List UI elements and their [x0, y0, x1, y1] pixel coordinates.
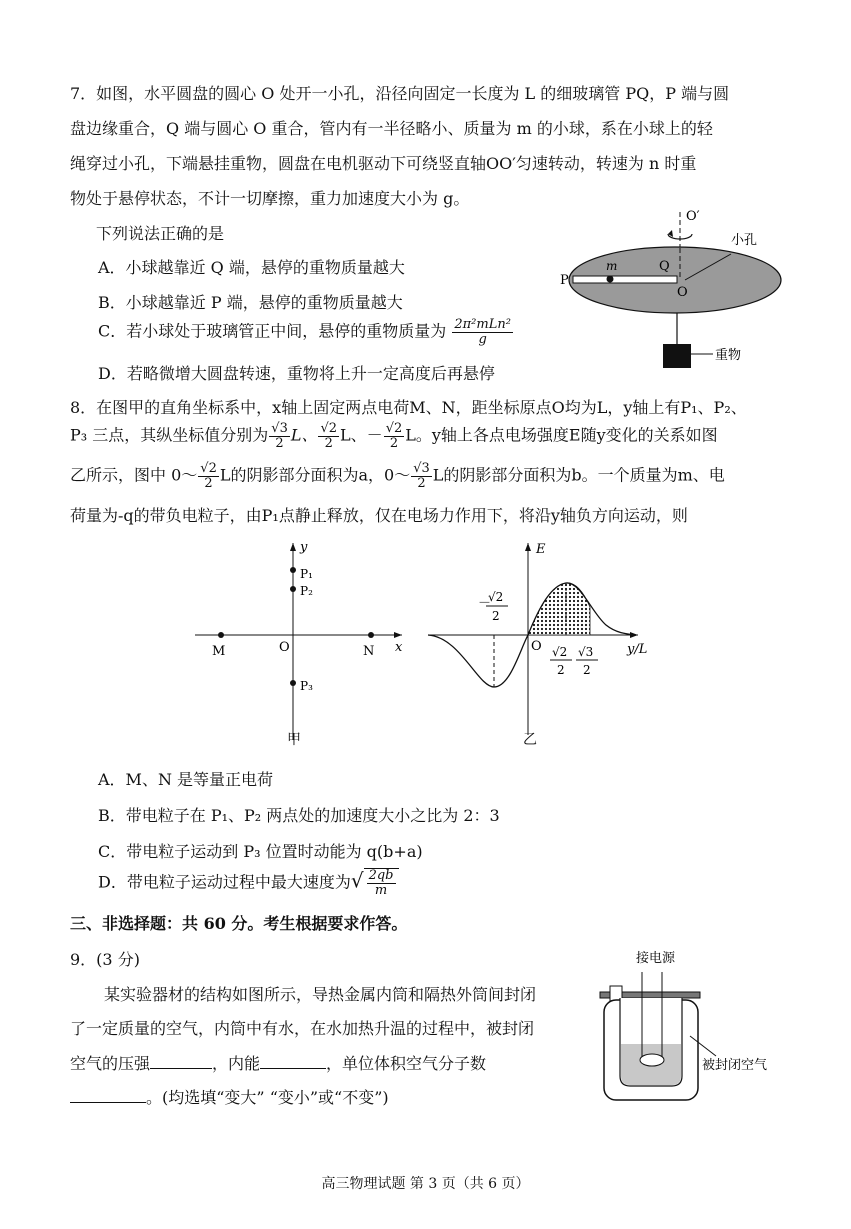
q8-option-c: C．带电粒子运动到 P₃ 位置时动能为 q(b+a) — [98, 842, 423, 861]
q8-line-4: 荷量为-q的带负电粒子，由P₁点静止释放，仅在电场力作用下，将沿y轴负方向运动，则 — [70, 506, 688, 525]
frac-num: √2 — [200, 461, 217, 476]
y-axis-arrow-icon — [290, 543, 296, 551]
e-axis-label: E — [536, 542, 546, 557]
answer-blank-molecule-density[interactable] — [70, 1088, 146, 1103]
q9-line-3-part-a: 空气的压强 — [70, 1054, 151, 1073]
answer-blank-internal-energy[interactable] — [260, 1054, 326, 1069]
q8-option-d-text: D．带电粒子运动过程中最大速度为 — [98, 872, 351, 892]
charge-n — [368, 632, 374, 638]
tick-frac-num-2: √3 — [578, 645, 594, 659]
q7-option-b: B．小球越靠近 P 端，悬停的重物质量越大 — [98, 293, 403, 312]
frac-den: 2 — [275, 435, 284, 451]
q7-line-1: 7．如图，水平圆盘的圆心 O 处开一小孔，沿径向固定一长度为 L 的细玻璃管 PQ，P 端与圆 — [70, 84, 730, 103]
tick-frac-den-2: 2 — [583, 663, 591, 677]
q9-line-4 — [70, 1088, 389, 1107]
fraction-sqrt2-over-2 — [318, 422, 339, 450]
figure-jia-caption: 甲 — [287, 732, 301, 748]
x-axis-arrow-icon — [394, 632, 402, 638]
fraction-sqrt3-over-2 — [269, 422, 290, 450]
q8-option-d — [98, 868, 399, 897]
q9-apparatus-figure — [592, 944, 822, 1109]
q9-line-3-part-c: ，单位体积空气分子数 — [326, 1054, 487, 1073]
fraction-sqrt2-over-2 — [198, 462, 219, 490]
q8-figure-jia — [190, 535, 410, 750]
q9-line-3 — [70, 1054, 486, 1073]
yl-axis-label: y/L — [627, 642, 648, 657]
q8-line-3-part-c: L的阴影部分面积为b。一个质量为m、电 — [432, 465, 725, 485]
frac-den: 2 — [389, 435, 399, 451]
q8-line-2-part-a: P₃ 三点，其纵坐标值分别为 — [70, 425, 269, 445]
tick-frac-num-1: √2 — [552, 645, 568, 659]
fraction-sqrt3-over-2 — [411, 462, 432, 490]
q7-option-c-fraction — [452, 318, 513, 346]
hole-label: 小孔 — [731, 233, 758, 248]
frac-den: 2 — [324, 435, 333, 451]
point-p3 — [290, 680, 296, 686]
charge-n-label: N — [363, 644, 375, 659]
q8-line-2 — [70, 422, 718, 450]
point-p1 — [290, 567, 296, 573]
weight-block — [663, 344, 691, 368]
axis-label-top: O′ — [686, 209, 700, 224]
o-label: O — [677, 285, 688, 300]
sqrt-radicand — [364, 868, 399, 897]
q8-option-b: B．带电粒子在 P₁、P₂ 两点处的加速度大小之比为 2：3 — [98, 806, 500, 825]
q7-line-4: 物处于悬停状态，不计一切摩擦，重力加速度大小为 g。 — [70, 189, 470, 208]
answer-blank-pressure[interactable] — [150, 1054, 212, 1069]
origin-label: O — [531, 639, 542, 654]
q8-option-a: A．M、N 是等量正电荷 — [98, 770, 274, 789]
frac-den: 2 — [204, 475, 213, 491]
q8-line-1: 8．在图甲的直角坐标系中，x轴上固定两点电荷M、N，距坐标原点O均为L，y轴上有P₁、P₂、 — [70, 398, 747, 417]
point-p2-label: P₂ — [300, 584, 313, 598]
frac-num: √3 — [413, 461, 430, 476]
point-p1-label: P₁ — [300, 567, 313, 581]
q9-line-4-text: 。(均选填“变大” “变小”或“不变”) — [146, 1088, 389, 1107]
q8-line-3-part-a: 乙所示，图中 0～ — [70, 465, 198, 485]
q7-option-c — [98, 318, 514, 346]
section-3-heading: 三、非选择题：共 60 分。考生根据要求作答。 — [70, 914, 408, 933]
power-label: 接电源 — [636, 951, 676, 966]
charge-m-label: M — [212, 644, 226, 659]
q-label: Q — [659, 259, 670, 274]
q8-line-2-part-c: L、－ — [340, 425, 383, 445]
frac-den: 2 — [417, 475, 426, 491]
q9-line-3-part-b: ，内能 — [212, 1054, 261, 1073]
q7-option-c-denominator: g — [478, 331, 487, 347]
q8-option-d-denominator: m — [374, 882, 388, 898]
figure-yi-caption: 乙 — [523, 732, 537, 748]
frac-num: √2 — [385, 421, 403, 436]
weight-label: 重物 — [715, 348, 742, 363]
q9-line-1: 某实验器材的结构如图所示，导热金属内筒和隔热外筒间封闭 — [104, 985, 537, 1004]
q9-heading: 9．(3 分) — [70, 950, 140, 969]
q8-line-3-part-b: L的阴影部分面积为a，0～ — [219, 465, 411, 485]
q7-option-c-numerator: 2π²mLn² — [454, 317, 511, 332]
point-p3-label: P₃ — [300, 679, 313, 693]
neg-sign: － — [478, 596, 492, 611]
point-p2 — [290, 586, 296, 592]
neg-frac-num: √2 — [488, 590, 504, 604]
glass-tube — [573, 276, 677, 283]
sealed-air-label: 被封闭空气 — [702, 1058, 768, 1073]
fraction-sqrt2-over-2-neg — [384, 422, 405, 450]
q7-line-2: 盘边缘重合，Q 端与圆心 O 重合，管内有一半径略小、质量为 m 的小球，系在小球上的轻 — [70, 119, 713, 138]
heater-element — [640, 1054, 664, 1066]
p-label: P — [560, 273, 569, 288]
frac-num: √3 — [271, 421, 288, 436]
q8-line-2-part-d: L。y轴上各点电场强度E随y变化的关系如图 — [405, 425, 718, 445]
q7-option-c-text: C．若小球处于玻璃管正中间，悬停的重物质量为 — [98, 321, 447, 341]
sqrt-sign: √ — [350, 868, 364, 893]
shaded-area — [528, 583, 590, 635]
q8-figure-yi — [420, 535, 660, 745]
q7-option-d: D．若略微增大圆盘转速，重物将上升一定高度后再悬停 — [98, 364, 495, 383]
q8-option-d-numerator: 2qb — [368, 868, 394, 883]
q7-prompt: 下列说法正确的是 — [96, 224, 225, 243]
q8-line-2-part-b: L、 — [290, 425, 318, 445]
q8-line-3 — [70, 462, 725, 490]
x-axis-label: x — [395, 640, 403, 655]
q7-line-3: 绳穿过小孔，下端悬挂重物，圆盘在电机驱动下可绕竖直轴OO′匀速转动，转速为 n 时重 — [70, 154, 697, 173]
y-axis-label: y — [300, 540, 308, 555]
ball-label: m — [606, 259, 618, 273]
q7-option-a: A．小球越靠近 Q 端，悬停的重物质量越大 — [98, 258, 405, 277]
small-ball — [607, 276, 614, 283]
neg-frac-den: 2 — [492, 609, 500, 623]
frac-num: √2 — [320, 421, 338, 436]
tick-frac-den-1: 2 — [557, 663, 565, 677]
q8-option-d-fraction — [367, 869, 396, 897]
q7-disc-figure — [555, 204, 795, 374]
page-footer: 高三物理试题 第 3 页（共 6 页） — [321, 1176, 530, 1192]
origin-label: O — [279, 640, 290, 655]
e-axis-arrow-icon — [525, 543, 531, 551]
charge-m — [218, 632, 224, 638]
q9-line-2: 了一定质量的空气，内筒中有水，在水加热升温的过程中，被封闭 — [70, 1019, 535, 1038]
